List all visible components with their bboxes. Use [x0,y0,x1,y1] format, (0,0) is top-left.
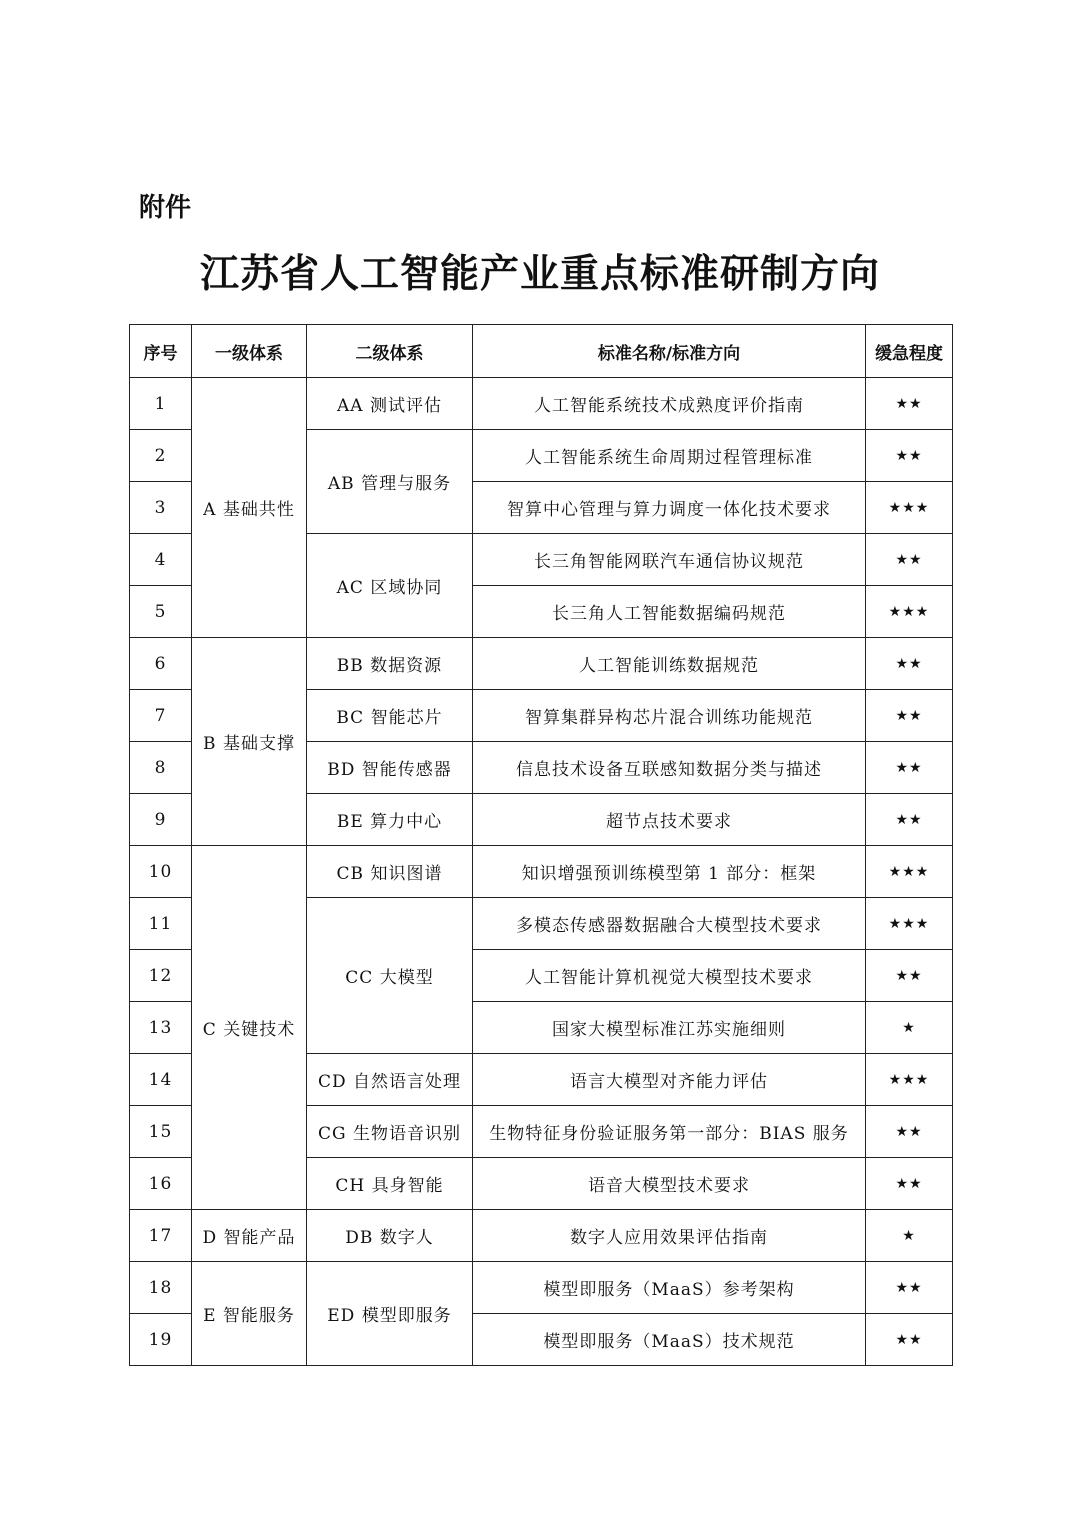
level1-cell: C 关键技术 [192,846,307,1210]
urgency-stars: ★ [866,1210,953,1262]
seq-cell: 6 [130,638,192,690]
seq-cell: 9 [130,794,192,846]
seq-cell: 12 [130,950,192,1002]
urgency-stars: ★★★ [866,1054,953,1106]
level1-cell: E 智能服务 [192,1262,307,1366]
header-seq: 序号 [130,325,192,378]
level2-cell: AC 区域协同 [307,534,473,638]
level2-cell: ED 模型即服务 [307,1262,473,1366]
urgency-stars: ★★ [866,378,953,430]
level1-cell: D 智能产品 [192,1210,307,1262]
standard-cell: 人工智能计算机视觉大模型技术要求 [473,950,866,1002]
urgency-stars: ★★ [866,1106,953,1158]
urgency-stars: ★★★ [866,898,953,950]
urgency-stars: ★★ [866,794,953,846]
table-row [130,378,953,430]
level2-cell: CG 生物语音识别 [307,1106,473,1158]
seq-cell: 18 [130,1262,192,1314]
attachment-label: 附件 [139,193,192,223]
urgency-stars: ★★ [866,1262,953,1314]
header-standard: 标准名称/标准方向 [473,325,866,378]
standard-cell: 智算集群异构芯片混合训练功能规范 [473,690,866,742]
seq-cell: 10 [130,846,192,898]
standard-cell: 数字人应用效果评估指南 [473,1210,866,1262]
standard-cell: 人工智能系统技术成熟度评价指南 [473,378,866,430]
standard-cell: 长三角智能网联汽车通信协议规范 [473,534,866,586]
seq-cell: 15 [130,1106,192,1158]
seq-cell: 17 [130,1210,192,1262]
urgency-stars: ★★★ [866,846,953,898]
standard-cell: 知识增强预训练模型第 1 部分：框架 [473,846,866,898]
seq-cell: 19 [130,1314,192,1366]
table-row [130,846,953,898]
standard-cell: 智算中心管理与算力调度一体化技术要求 [473,482,866,534]
urgency-stars: ★★★ [866,482,953,534]
table-row [130,638,953,690]
urgency-stars: ★★ [866,950,953,1002]
standard-cell: 国家大模型标准江苏实施细则 [473,1002,866,1054]
seq-cell: 4 [130,534,192,586]
urgency-stars: ★★ [866,742,953,794]
level2-cell: BE 算力中心 [307,794,473,846]
seq-cell: 1 [130,378,192,430]
level1-cell: A 基础共性 [192,378,307,638]
urgency-stars: ★★ [866,430,953,482]
urgency-stars: ★ [866,1002,953,1054]
standard-cell: 人工智能系统生命周期过程管理标准 [473,430,866,482]
level2-cell: BC 智能芯片 [307,690,473,742]
level2-cell: BD 智能传感器 [307,742,473,794]
header-urgency: 缓急程度 [866,325,953,378]
table-row [130,1262,953,1314]
seq-cell: 14 [130,1054,192,1106]
seq-cell: 2 [130,430,192,482]
level2-cell: AB 管理与服务 [307,430,473,534]
urgency-stars: ★★ [866,1158,953,1210]
seq-cell: 3 [130,482,192,534]
standard-cell: 长三角人工智能数据编码规范 [473,586,866,638]
seq-cell: 16 [130,1158,192,1210]
level2-cell: DB 数字人 [307,1210,473,1262]
header-level2: 二级体系 [307,325,473,378]
table-header-row [130,325,953,378]
urgency-stars: ★★★ [866,586,953,638]
level2-cell: CC 大模型 [307,898,473,1054]
standard-cell: 信息技术设备互联感知数据分类与描述 [473,742,866,794]
document-title: 江苏省人工智能产业重点标准研制方向 [199,251,880,297]
standard-cell: 超节点技术要求 [473,794,866,846]
standard-cell: 模型即服务（MaaS）技术规范 [473,1314,866,1366]
level2-cell: CD 自然语言处理 [307,1054,473,1106]
level2-cell: CH 具身智能 [307,1158,473,1210]
seq-cell: 13 [130,1002,192,1054]
standard-cell: 模型即服务（MaaS）参考架构 [473,1262,866,1314]
standard-cell: 生物特征身份验证服务第一部分：BIAS 服务 [473,1106,866,1158]
urgency-stars: ★★ [866,638,953,690]
standard-cell: 语音大模型技术要求 [473,1158,866,1210]
seq-cell: 7 [130,690,192,742]
standard-cell: 人工智能训练数据规范 [473,638,866,690]
urgency-stars: ★★ [866,534,953,586]
seq-cell: 5 [130,586,192,638]
table-row [130,1210,953,1262]
standard-cell: 多模态传感器数据融合大模型技术要求 [473,898,866,950]
header-level1: 一级体系 [192,325,307,378]
standards-table [129,324,953,1366]
urgency-stars: ★★ [866,1314,953,1366]
level2-cell: AA 测试评估 [307,378,473,430]
urgency-stars: ★★ [866,690,953,742]
level2-cell: CB 知识图谱 [307,846,473,898]
seq-cell: 11 [130,898,192,950]
seq-cell: 8 [130,742,192,794]
level1-cell: B 基础支撑 [192,638,307,846]
standard-cell: 语言大模型对齐能力评估 [473,1054,866,1106]
level2-cell: BB 数据资源 [307,638,473,690]
